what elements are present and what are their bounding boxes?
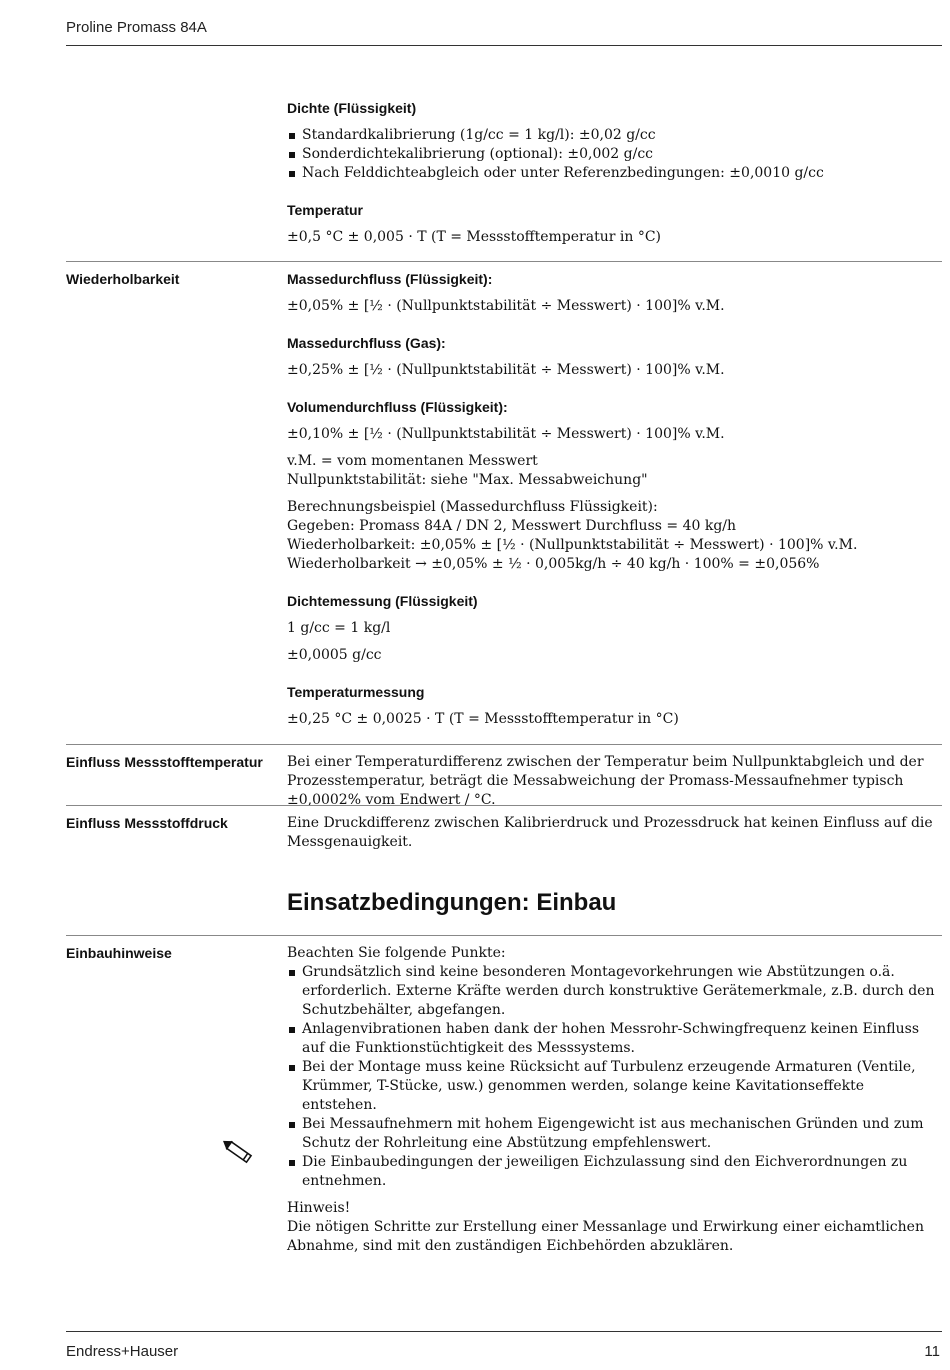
temperature-measurement-value: ±0,25 °C ± 0,0025 · T (T = Messstofftemperatur in °C) <box>287 711 679 727</box>
note-title: Hinweis! <box>287 1200 351 1216</box>
installation-intro: Beachten Sie folgende Punkte: <box>287 945 506 961</box>
list-item: Nach Felddichteabgleich oder unter Referenzbedingungen: ±0,0010 g/cc <box>287 164 940 183</box>
example-line: Berechnungsbeispiel (Massedurchfluss Flüssigkeit): <box>287 499 658 515</box>
volume-heading: Volumendurchfluss (Flüssigkeit): <box>287 399 508 415</box>
pencil-icon <box>220 1138 260 1170</box>
mass-liquid-heading: Massedurchfluss (Flüssigkeit): <box>287 271 493 287</box>
repeatability-label: Wiederholbarkeit <box>66 271 180 287</box>
density-measurement-value: ±0,0005 g/cc <box>287 647 382 663</box>
media-temperature-label: Einfluss Messstofftemperatur <box>66 754 263 770</box>
list-item: Standardkalibrierung (1g/cc = 1 kg/l): ±0,02 g/cc <box>287 126 940 145</box>
media-pressure-label: Einfluss Messstoffdruck <box>66 815 228 831</box>
section-divider <box>66 935 942 936</box>
volume-value: ±0,10% ± [½ · (Nullpunktstabilität ÷ Messwert) · 100]% v.M. <box>287 426 725 442</box>
note-line: v.M. = vom momentanen Messwert <box>287 453 538 469</box>
density-heading: Dichte (Flüssigkeit) <box>287 100 417 116</box>
note-text: Die nötigen Schritte zur Erstellung einer Messanlage und Erwirkung einer eichamtlichen Abnahme, sind mit den zuständigen Eichbehörden abzuklären. <box>287 1219 924 1254</box>
section-divider <box>66 805 942 806</box>
repeatability-block <box>287 270 940 729</box>
density-block <box>287 99 940 183</box>
list-item: Anlagenvibrationen haben dank der hohen Messrohr-Schwingfrequenz keinen Einfluss auf die Funktionstüchtigkeit des Messsystems. <box>287 1020 940 1058</box>
footer-brand: Endress+Hauser <box>66 1343 179 1360</box>
installation-label: Einbauhinweise <box>66 945 172 961</box>
list-item: Bei Messaufnehmern mit hohem Eigengewicht ist aus mechanischen Gründen und zum Schutz der Rohrleitung eine Abstützung empfehlenswert. <box>287 1115 940 1153</box>
temperature-measurement-heading: Temperaturmessung <box>287 684 425 700</box>
section-divider <box>66 744 942 745</box>
list-item: Grundsätzlich sind keine besonderen Montagevorkehrungen wie Abstützungen o.ä. erforderlich. Externe Kräfte werden durch konstruktive Gerätemerkmale, z.B. durch den Schutzbehälter, abgefangen. <box>287 963 940 1020</box>
section-title: Einsatzbedingungen: Einbau <box>287 889 617 916</box>
media-pressure-text: Eine Druckdifferenz zwischen Kalibrierdruck und Prozessdruck hat keinen Einfluss auf die Messgenauigkeit. <box>287 815 933 850</box>
example-line: Wiederholbarkeit: ±0,05% ± [½ · (Nullpunktstabilität ÷ Messwert) · 100]% v.M. <box>287 537 858 553</box>
installation-block <box>287 944 940 1256</box>
density-list <box>287 126 940 183</box>
mass-gas-value: ±0,25% ± [½ · (Nullpunktstabilität ÷ Messwert) · 100]% v.M. <box>287 362 725 378</box>
note-line: Nullpunktstabilität: siehe "Max. Messabweichung" <box>287 472 648 488</box>
density-measurement-value: 1 g/cc = 1 kg/l <box>287 620 391 636</box>
example-line: Wiederholbarkeit → ±0,05% ± ½ · 0,005kg/h ÷ 40 kg/h · 100% = ±0,056% <box>287 556 820 572</box>
temperature-block <box>287 201 940 247</box>
installation-list <box>287 963 940 1191</box>
density-measurement-heading: Dichtemessung (Flüssigkeit) <box>287 593 478 609</box>
mass-gas-heading: Massedurchfluss (Gas): <box>287 335 446 351</box>
list-item: Sonderdichtekalibrierung (optional): ±0,002 g/cc <box>287 145 940 164</box>
temperature-heading: Temperatur <box>287 202 363 218</box>
media-temperature-text: Bei einer Temperaturdifferenz zwischen der Temperatur beim Nullpunktabgleich und der Prozesstemperatur, beträgt die Messabweichung der Promass-Messaufnehmer typisch ±0,0002% vom Endwert / °C. <box>287 754 924 808</box>
mass-liquid-value: ±0,05% ± [½ · (Nullpunktstabilität ÷ Messwert) · 100]% v.M. <box>287 298 725 314</box>
temperature-value: ±0,5 °C ± 0,005 · T (T = Messstofftemperatur in °C) <box>287 229 661 245</box>
list-item: Die Einbaubedingungen der jeweiligen Eichzulassung sind den Eichverordnungen zu entnehmen. <box>287 1153 940 1191</box>
section-divider <box>66 261 942 262</box>
example-line: Gegeben: Promass 84A / DN 2, Messwert Durchfluss = 40 kg/h <box>287 518 737 534</box>
page-number: 11 <box>924 1343 940 1360</box>
footer-rule <box>66 1331 942 1332</box>
page-header-title: Proline Promass 84A <box>66 19 207 36</box>
header-rule <box>66 45 942 46</box>
list-item: Bei der Montage muss keine Rücksicht auf Turbulenz erzeugende Armaturen (Ventile, Krümmer, T-Stücke, usw.) genommen werden, solange keine Kavitationseffekte entstehen. <box>287 1058 940 1115</box>
